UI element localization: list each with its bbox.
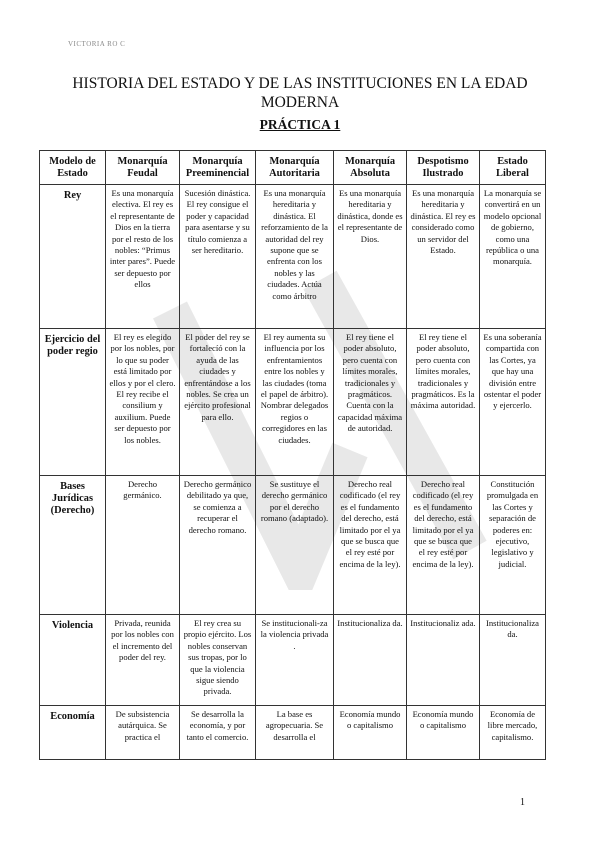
table-cell: Privada, reunida por los nobles con el incremento del poder del rey. (106, 615, 180, 706)
practice-subtitle: PRÁCTICA 1 (259, 117, 341, 132)
table-cell: Derecho real codificado (el rey es el fundamento del derecho, está limitado por el ya que se busca que el rey esté por encima de la ley). (334, 476, 407, 615)
table-cell: Constitución promulgada en las Cortes y separación de poderes en: ejecutivo, legislativo y judicial. (480, 476, 546, 615)
table-cell: Es una soberanía compartida con las Cortes, ya que hay una división entre ostentar el poder y ejercerlo. (480, 329, 546, 476)
cell-text: De subsistencia autárquica. Se practica el (115, 709, 170, 742)
table-cell: El rey tiene el poder absoluto, pero cuenta con límites morales, tradicionales y pragmáticos. Cuenta con la capacidad máxima de autoridad. (334, 329, 407, 476)
row-header: Ejercicio del poder regio (40, 329, 106, 476)
cell-text: La base es agropecuaria. Se desarrolla el (265, 709, 324, 742)
author-header: VICTORIA RO C (68, 40, 126, 48)
table-cell (480, 706, 546, 760)
column-header: Monarquía Preeminencial (180, 151, 256, 185)
table-header-row (40, 151, 546, 185)
table-row (40, 185, 546, 329)
table-cell (180, 706, 256, 760)
state-models-table (39, 150, 546, 760)
column-header: Monarquía Feudal (106, 151, 180, 185)
table-cell: Institucionaliza da. (480, 615, 546, 706)
table-cell: Se sustituye el derecho germánico por el derecho romano (adaptado). (256, 476, 334, 615)
table-row (40, 329, 546, 476)
table-cell: El rey es elegido por los nobles, por lo que su poder está limitado por ellos y por el clero. El rey recibe el consilium y auxilium. Puede ser depuesto por los nobles. (106, 329, 180, 476)
column-header: Monarquía Autoritaria (256, 151, 334, 185)
row-header: Violencia (40, 615, 106, 706)
table-cell (256, 706, 334, 760)
cell-text: Economía mundo o capitalismo (412, 709, 474, 731)
table-cell: Derecho germánico debilitado ya que, se comienza a recuperar el derecho romano. (180, 476, 256, 615)
table-cell: El rey aumenta su influencia por los enfrentamientos entre los nobles y las ciudades (toma el papel de árbitro). Nombrar delegados regios o corregidores en las ciudades. (256, 329, 334, 476)
table-cell: Se institucionali-za la violencia privada . (256, 615, 334, 706)
table-cell: Es una monarquía hereditaria y dinástica, donde es el representante de Dios. (334, 185, 407, 329)
document-title: HISTORIA DEL ESTADO Y DE LAS INSTITUCIONES EN LA EDAD MODERNA (72, 75, 528, 111)
table-cell: Es una monarquía hereditaria y dinástica. El reforzamiento de la autoridad del rey supone que se enfrenta con los nobles y las ciudades. Actúa como árbitro (256, 185, 334, 329)
column-header: Estado Liberal (480, 151, 546, 185)
table-cell (407, 706, 480, 760)
table-cell: Es una monarquía hereditaria y dinástica. El rey es considerado como un servidor del Estado. (407, 185, 480, 329)
table-cell: Institucionaliz ada. (407, 615, 480, 706)
page-number: 1 (520, 797, 525, 808)
column-header: Despotismo Ilustrado (407, 151, 480, 185)
table-cell: El rey crea su propio ejército. Los nobles conservan sus tropas, por lo que la violencia sigue siendo privada. (180, 615, 256, 706)
row-header: Bases Jurídicas (Derecho) (40, 476, 106, 615)
table-cell: El rey tiene el poder absoluto, pero cuenta con límites morales, tradicionales y pragmáticos. Es la máxima autoridad. (407, 329, 480, 476)
table-cell: El poder del rey se fortalecíó con la ayuda de las ciudades y enfrentándose a los nobles. Se crea un ejército profesional para ello. (180, 329, 256, 476)
row-header: Rey (40, 185, 106, 329)
cell-text: Economía de libre mercado, capitalismo. (487, 709, 538, 742)
table-cell: Derecho germánico. (106, 476, 180, 615)
table-row (40, 615, 546, 706)
table-cell (106, 706, 180, 760)
table-row (40, 706, 546, 760)
table-cell: Es una monarquía electiva. El rey es el representante de Dios en la tierra por el resto de los nobles: “Primus inter pares”. Puede ser depuesto por ellos (106, 185, 180, 329)
table-cell: Institucionaliza da. (334, 615, 407, 706)
table-cell: Derecho real codificado (el rey es el fundamento del derecho, está limitado por el ya que se busca que el rey esté por encima de la ley). (407, 476, 480, 615)
table-cell: La monarquía se convertirá en un modelo opcional de gobierno, como una república o una monarquía. (480, 185, 546, 329)
column-header: Monarquía Absoluta (334, 151, 407, 185)
row-header: Economía (40, 706, 106, 760)
table-cell: Sucesión dinástica. El rey consigue el poder y capacidad para asentarse y su título comienza a ser hereditario. (180, 185, 256, 329)
column-header: Modelo de Estado (40, 151, 106, 185)
table-row (40, 476, 546, 615)
cell-text: Economía mundo o capitalismo (339, 709, 401, 731)
cell-text: Se desarrolla la economía, y por tanto el comercio. (186, 709, 249, 742)
table-cell (334, 706, 407, 760)
